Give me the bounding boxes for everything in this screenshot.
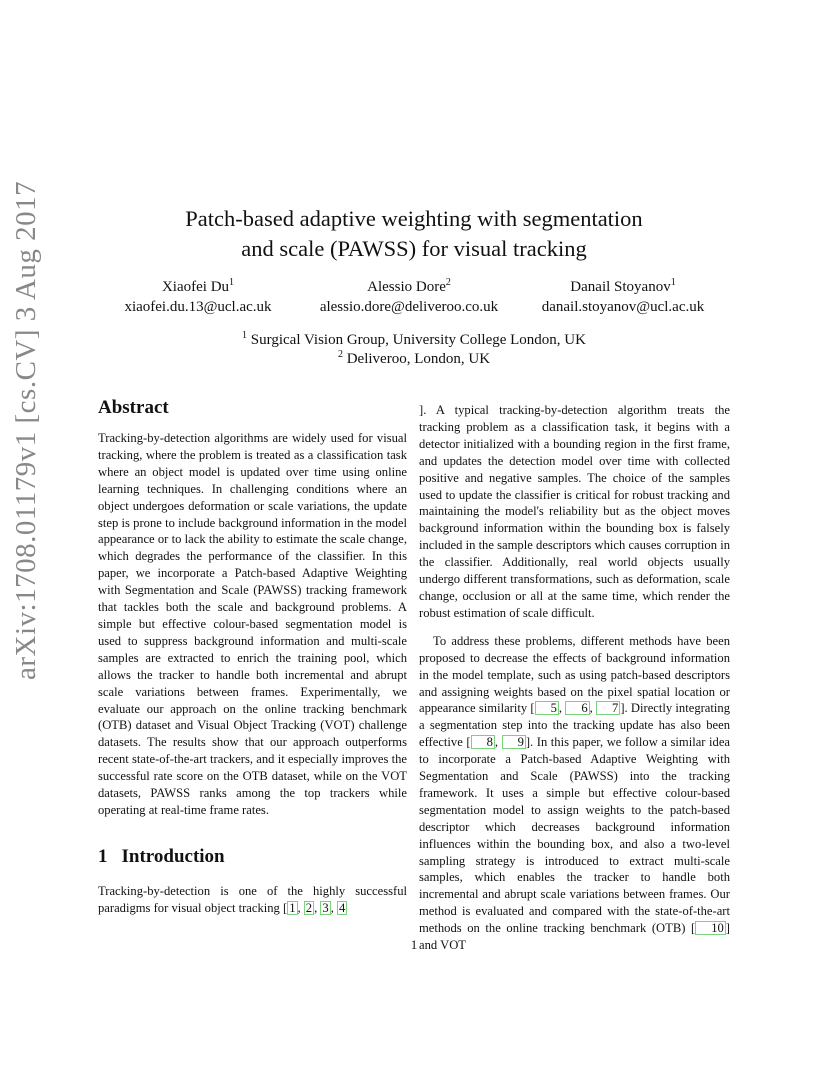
abstract-text: Tracking-by-detection algorithms are widely used for visual tracking, where the problem is treated as a classification task where an object model is updated over time using online learning techniques. In challenging conditions where an object undergoes deformation or scale variations, the update step is prone to include background information in the model appearance or to lack the ability to estimate the scale change, which degrades the performance of the classifier. In this paper, we incorporate a Patch-based Adaptive Weighting with Segmentation and Scale (PAWSS) tracking framework that tackles both the scale and background problems. A simple but effective colour-based segmentation model is used to suppress background information and multi-scale samples are extracted to enrich the training pool, which allows the tracker to handle both incremental and abrupt scale variations between frames. Experimentally, we evaluate our approach on the online tracking benchmark (OTB) dataset and Visual Object Tracking (VOT) challenge datasets. The results show that our approach outperforms recent state-of-the-art trackers, and it especially improves the successful rate score on the OTB dataset, while on the VOT datasets, PAWSS ranks among the top trackers while operating at real-time frame rates. xyxy=(98,431,407,817)
author-email: xiaofei.du.13@ucl.ac.uk xyxy=(124,299,272,315)
author-email: danail.stoyanov@ucl.ac.uk xyxy=(541,299,705,315)
citation-link[interactable]: 9 xyxy=(502,735,526,749)
author-1 xyxy=(103,277,293,317)
intro-paragraph-1-continued: ]. A typical tracking-by-detection algorithm treats the tracking problem as a classification task, it begins with a detector initialized with a bounding region in the first frame, and updates the detection model over time with collected positive and negative samples. The choice of the samples used to update the classifier is critical for robust tracking and maintaining the model's reliability but as the object moves background information within the bounding box is falsely included in the sample descriptors which causes corruption in the classifier. Additionally, real world objects usually undergo different transformations, such as deformation, scale change, occlusion or all at the same time, which render the robust estimation of scale difficult. xyxy=(419,403,730,620)
citation-link[interactable]: 2 xyxy=(305,900,313,915)
page-number: 1 xyxy=(410,937,418,952)
section-number: 1 xyxy=(98,846,108,867)
abstract-section xyxy=(98,396,407,819)
citation-link[interactable]: 6 xyxy=(565,701,589,715)
intro-paragraph-2: To address these problems, different methods have been proposed to decrease the effects of background information in the model template, such as using patch-based descriptors and assigning weights based on the pixel spatial location or appearance similarity [ 5 , 6 , 7 ]. Directly integrating a segmentation step into the tracking update has also been effective [ 8 , 9 ]. In this paper, we follow a similar idea to incorporate a Patch-based Adaptive Weighting with Segmentation and Scale (PAWSS) into the tracking framework. It uses a simple but effective colour-based segmentation model to assign weights to the patch-based descriptor which decreases background information influences within the bounding box, and also a two-level sampling strategy is introduced to extract multi-scale samples, which enables the tracker to handle both incremental and abrupt scale variations between frames. Our method is evaluated and compared with the state-of-the-art methods on the online tracking benchmark (OTB) [ 10 ] and VOT xyxy=(419,633,731,953)
paper-title xyxy=(0,204,828,264)
affiliation-1: $^1$ Surgical Vision Group, University College London, UK xyxy=(242,330,586,348)
author-name: Xiaofei Du xyxy=(161,279,230,295)
citation-link[interactable]: 5 xyxy=(535,701,559,715)
title-line-1: Patch-based adaptive weighting with segmentation xyxy=(185,206,643,231)
right-column xyxy=(419,402,730,954)
author-2 xyxy=(304,277,514,317)
section-title: Introduction xyxy=(121,846,225,867)
citation-link[interactable]: 3 xyxy=(322,900,329,915)
intro-paragraph-1-start: Tracking-by-detection is one of the highly successful paradigms for visual object tracking [ 1 , 2 , 3 , 4 xyxy=(98,884,407,915)
citation-link[interactable]: 10 xyxy=(695,921,726,935)
introduction-section xyxy=(98,845,407,917)
author-affil-marker: 1 xyxy=(229,277,235,288)
author-affil-marker: 2 xyxy=(445,277,451,288)
author-name: Danail Stoyanov xyxy=(570,279,671,295)
abstract-heading: Abstract xyxy=(98,397,169,418)
arxiv-identifier: arXiv:1708.01179v1 [cs.CV] 3 Aug 2017 xyxy=(10,180,42,680)
citation-link[interactable]: 8 xyxy=(471,735,495,749)
affiliation-2: $^2$ Deliveroo, London, UK xyxy=(337,349,491,367)
affiliations xyxy=(0,331,828,369)
citation-link[interactable]: 7 xyxy=(596,701,620,715)
author-email: alessio.dore@deliveroo.co.uk xyxy=(319,299,499,315)
author-3 xyxy=(528,277,718,317)
author-name: Alessio Dore xyxy=(367,279,446,295)
introduction-heading xyxy=(98,845,407,869)
citation-link[interactable]: 4 xyxy=(338,900,346,915)
citation-link[interactable]: 1 xyxy=(289,900,296,915)
author-affil-marker: 1 xyxy=(670,277,676,288)
title-line-2: and scale (PAWSS) for visual tracking xyxy=(241,236,587,261)
